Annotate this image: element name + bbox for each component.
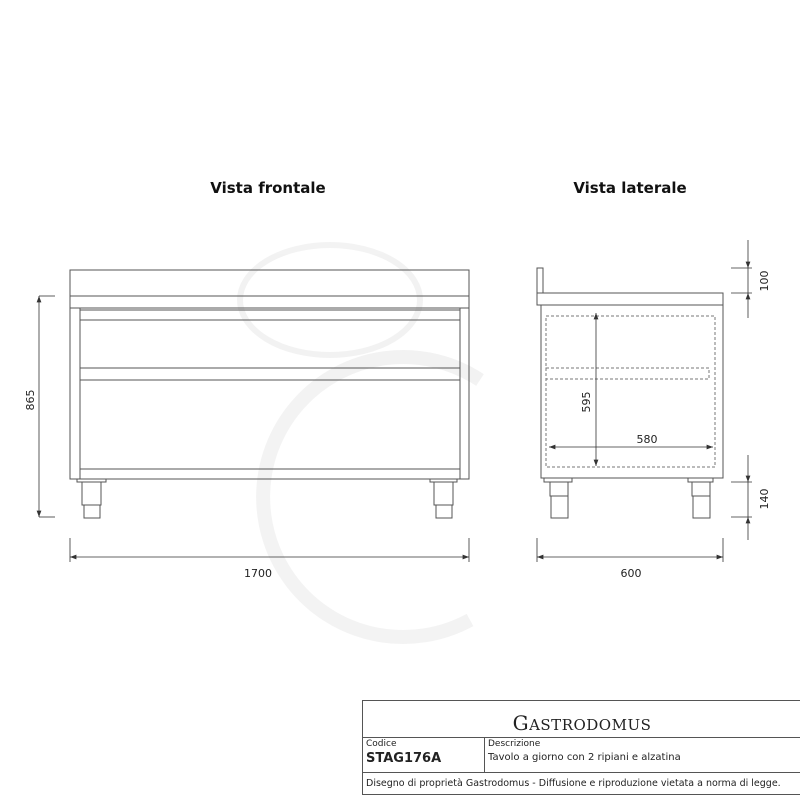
brand-initial: G — [512, 711, 530, 735]
leg-left — [77, 479, 106, 518]
side-view-title: Vista laterale — [573, 179, 687, 197]
dimension-backsplash — [731, 240, 771, 318]
code-value: STAG176A — [366, 751, 442, 766]
worktop — [70, 296, 469, 308]
description-value: Tavolo a giorno con 2 ripiani e alzatina — [488, 752, 681, 763]
dimension-height — [24, 296, 55, 517]
side-leg-right — [688, 478, 713, 518]
code-label: Codice — [366, 739, 397, 749]
brand-name: ASTRODOMUS — [529, 716, 652, 734]
side-inner-dashed — [546, 316, 715, 467]
side-backsplash — [537, 268, 543, 293]
lower-shelf — [80, 368, 460, 380]
side-shelf-dashed — [546, 368, 709, 379]
description-label: Descrizione — [488, 739, 541, 749]
dimension-label-595: 595 — [580, 391, 593, 413]
dimension-label-140: 140 — [758, 488, 771, 510]
copyright-notice: Disegno di proprietà Gastrodomus - Diffusione e riproduzione vietata a norma di legge. — [366, 778, 781, 789]
dimension-label-1700: 1700 — [244, 567, 272, 580]
watermark-logo — [240, 245, 480, 637]
dimension-depth — [537, 538, 723, 580]
dimension-label-600: 600 — [620, 567, 642, 580]
side-leg-left — [544, 478, 572, 518]
title-block — [362, 700, 800, 795]
dimension-label-100: 100 — [758, 270, 771, 292]
side-body — [541, 305, 723, 478]
front-view-title: Vista frontale — [210, 179, 326, 197]
dimension-label-580: 580 — [636, 433, 658, 446]
dimension-legs — [731, 455, 771, 540]
leg-right — [430, 479, 457, 518]
brand-logo — [363, 701, 800, 738]
dimension-label-865: 865 — [24, 389, 37, 411]
side-view — [537, 240, 771, 580]
upper-shelf — [80, 310, 460, 320]
side-worktop — [537, 293, 723, 305]
